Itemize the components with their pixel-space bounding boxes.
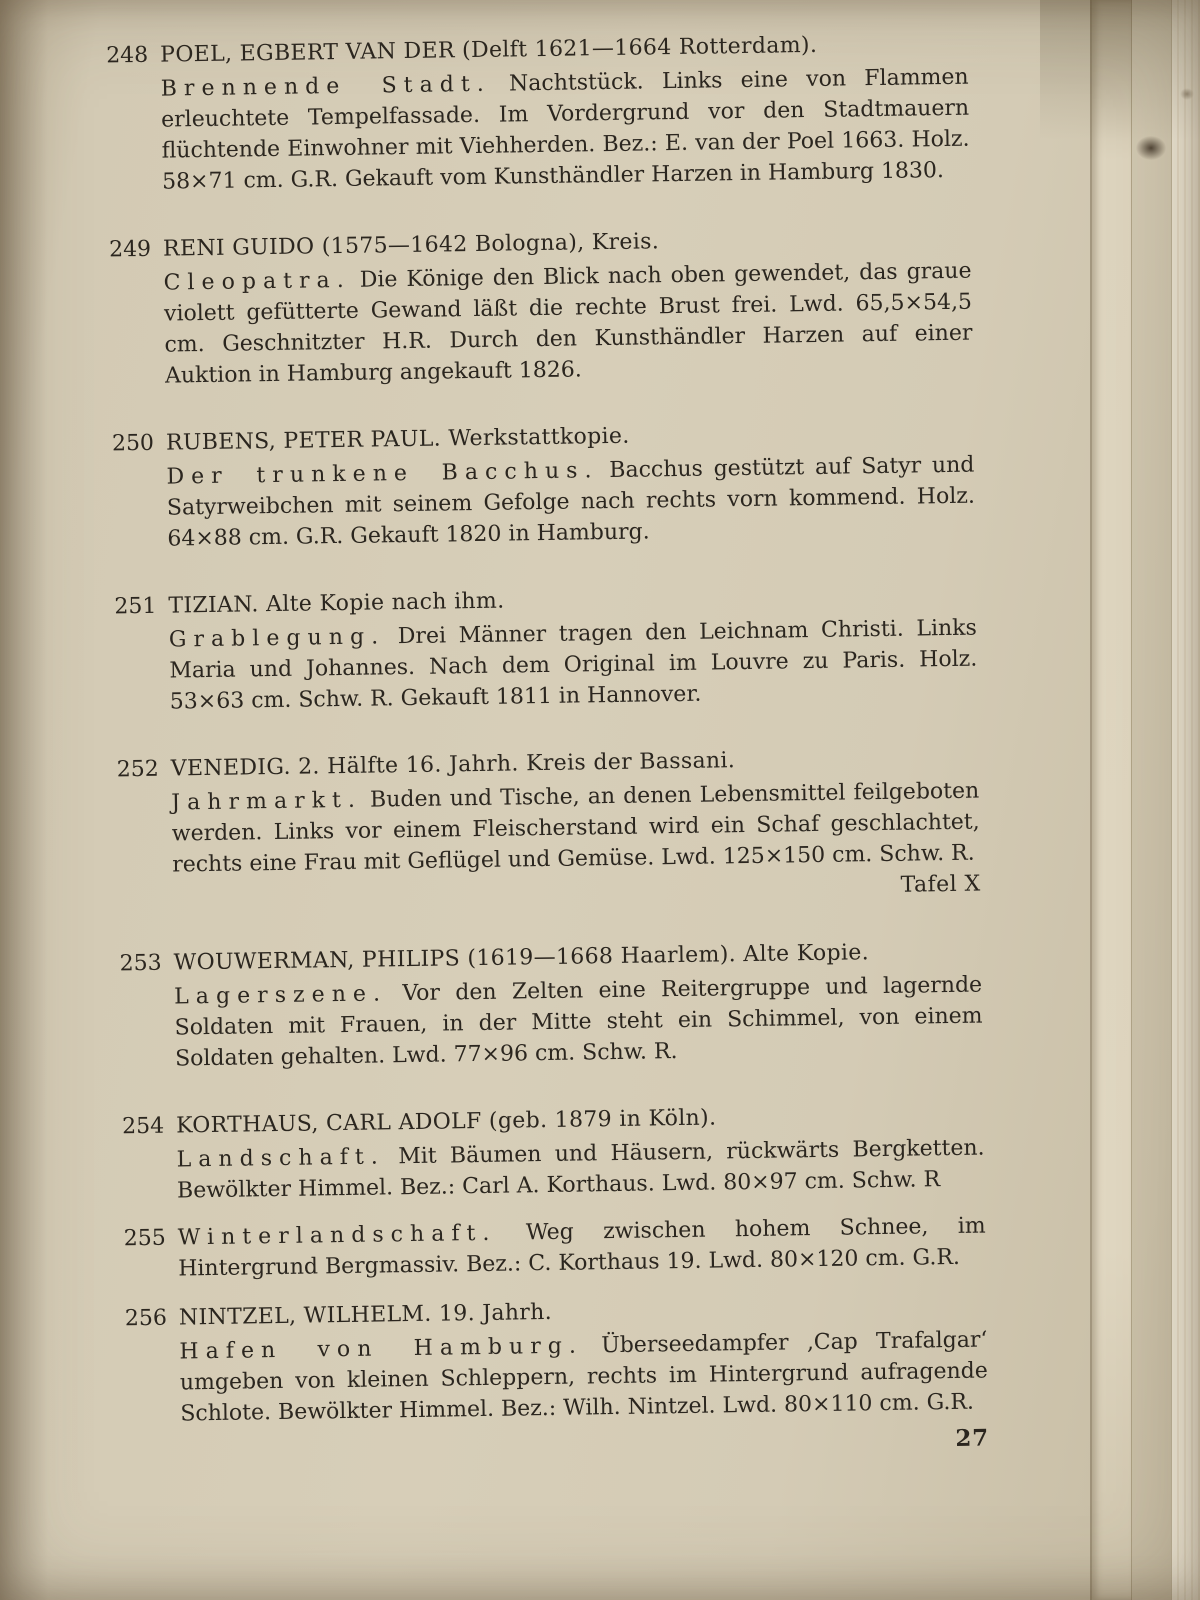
page-edge-top-shadow xyxy=(1040,0,1200,140)
entry-number: 254 xyxy=(121,1113,165,1140)
catalog-entry-251 xyxy=(114,579,978,719)
entry-description xyxy=(166,450,975,555)
entry-number: 249 xyxy=(108,236,152,263)
entry-number: 255 xyxy=(123,1225,166,1252)
ink-stain xyxy=(1136,136,1166,160)
plate-reference: Tafel X xyxy=(900,871,981,898)
work-title: Landschaft. xyxy=(176,1144,386,1173)
catalog-entry-256 xyxy=(125,1291,989,1431)
work-title: Der trunkene Bacchus. xyxy=(166,458,599,490)
entry-description xyxy=(160,62,970,198)
entry-number: 252 xyxy=(116,756,159,783)
ink-stain xyxy=(1180,88,1194,100)
catalog-entry-249 xyxy=(109,222,973,393)
entry-content xyxy=(160,28,970,198)
catalog-entry-248 xyxy=(106,28,970,199)
entry-description xyxy=(179,1324,988,1429)
entry-description xyxy=(178,1211,987,1285)
entry-content xyxy=(178,1211,987,1285)
entry-artist-heading: NINTZEL, WILHELM. 19. Jahrh. xyxy=(178,1299,553,1331)
page-edge-strip xyxy=(1131,0,1172,1600)
work-description: Bacchus gestützt auf Satyr und Satyrweibchen mit seinem Gefolge nach rechts vorn kommend. Holz. 64×88 cm. G.R. Gekauft 1820 in Hamburg. xyxy=(166,452,976,552)
page-edge-strip xyxy=(1171,0,1200,1600)
entry-artist-heading: RENI GUIDO (1575—1642 Bologna), Kreis. xyxy=(162,229,660,262)
work-title: Brennende Stadt. xyxy=(160,71,491,102)
work-title: Winterlandschaft. xyxy=(177,1220,497,1251)
work-description: Vor den Zelten eine Reitergruppe und lagernde Soldaten mit Frauen, in der Mitte steht ein Schimmel, von einem Soldaten gehalten. Lwd. 77×96 cm. Schw. R. xyxy=(174,972,983,1072)
page-edge-strip xyxy=(1090,0,1132,1600)
entry-content xyxy=(168,579,978,718)
work-title: Jahrmarkt. xyxy=(171,787,363,816)
entry-description xyxy=(171,776,981,898)
work-description: Drei Männer tragen den Leichnam Christi. Links Maria und Johannes. Nach dem Original im Louvre zu Paris. Holz. 53×63 cm. Schw. R. Gekauft 1811 in Hannover. xyxy=(169,615,978,715)
entry-content xyxy=(179,1291,989,1430)
entry-content xyxy=(163,222,973,392)
work-description: Nachtstück. Links eine von Flammen erleuchtete Tempelfassade. Im Vordergrund vor den Stadtmauern flüchtende Einwohner mit Viehherden. Bez.: E. van der Poel 1663. Holz. 58×71 cm. G.R. Gekauft vom Kunsthändler Harzen in Hamburg 1830. xyxy=(160,64,970,195)
work-description: Die Könige den Blick nach oben gewendet, das graue violett gefütterte Gewand läßt die rechte Brust frei. Lwd. 65,5×54,5 cm. Geschnitzter H.R. Durch den Kunsthändler Harzen auf einer Auktion in Hamburg angekauft 1826. xyxy=(163,258,973,389)
work-title: Grablegung. xyxy=(168,624,386,653)
entry-content xyxy=(176,1099,985,1207)
work-description: Mit Bäumen und Häusern, rückwärts Bergketten. Bewölkter Himmel. Bez.: Carl A. Korthaus. Lwd. 80×97 cm. Schw. R xyxy=(176,1135,985,1204)
catalog-entry-253 xyxy=(119,936,983,1076)
work-title: Lagerszene. xyxy=(174,981,388,1010)
entry-content xyxy=(173,936,983,1075)
catalog-entry-254 xyxy=(122,1099,985,1208)
entry-number: 256 xyxy=(124,1305,168,1332)
entry-description xyxy=(163,256,973,392)
catalog-entry-252 xyxy=(117,742,981,913)
entry-description xyxy=(169,613,978,718)
entry-content xyxy=(166,416,976,555)
work-description: Buden und Tische, an denen Lebensmittel feilgeboten werden. Links vor einem Fleischerstand wird ein Schaf geschlachtet, rechts eine Frau mit Geflügel und Gemüse. Lwd. 125×150 cm. Schw. R. xyxy=(171,778,980,878)
entry-content xyxy=(171,742,981,912)
entry-description xyxy=(174,970,983,1075)
catalog-text-block xyxy=(0,28,989,1468)
entry-artist-heading: RUBENS, PETER PAUL. Werkstattkopie. xyxy=(165,423,630,456)
work-description: Überseedampfer ‚Cap Trafalgar‘ umgeben von kleinen Schleppern, rechts im Hintergrund aufragende Schlote. Bewölkter Himmel. Bez.: Wilh. Nintzel. Lwd. 80×110 cm. G.R. xyxy=(179,1327,989,1427)
catalog-entry-250 xyxy=(112,416,976,556)
work-title: Hafen von Hamburg. xyxy=(179,1333,584,1365)
entry-artist-heading: VENEDIG. 2. Hälfte 16. Jahrh. Kreis der Bassani. xyxy=(170,748,736,782)
page-number: 27 xyxy=(955,1424,990,1452)
entry-number: 253 xyxy=(119,950,162,977)
entry-artist-heading: WOUWERMAN, PHILIPS (1619—1668 Haarlem). Alte Kopie. xyxy=(173,940,870,976)
entry-description xyxy=(176,1133,985,1207)
entry-artist-heading: TIZIAN. Alte Kopie nach ihm. xyxy=(168,588,505,619)
catalog-entry-255 xyxy=(124,1211,987,1286)
entry-artist-heading: POEL, EGBERT VAN DER (Delft 1621—1664 Rotterdam). xyxy=(160,32,818,68)
entry-number: 250 xyxy=(111,430,155,457)
entry-artist-heading: KORTHAUS, CARL ADOLF (geb. 1879 in Köln). xyxy=(175,1105,717,1139)
entry-number: 248 xyxy=(106,42,149,69)
work-title: Cleopatra. xyxy=(163,267,351,296)
entry-number: 251 xyxy=(114,593,157,620)
work-description: Weg zwischen hohem Schnee, im Hintergrund Bergmassiv. Bez.: C. Korthaus 19. Lwd. 80×120 cm. G.R. xyxy=(178,1213,986,1282)
